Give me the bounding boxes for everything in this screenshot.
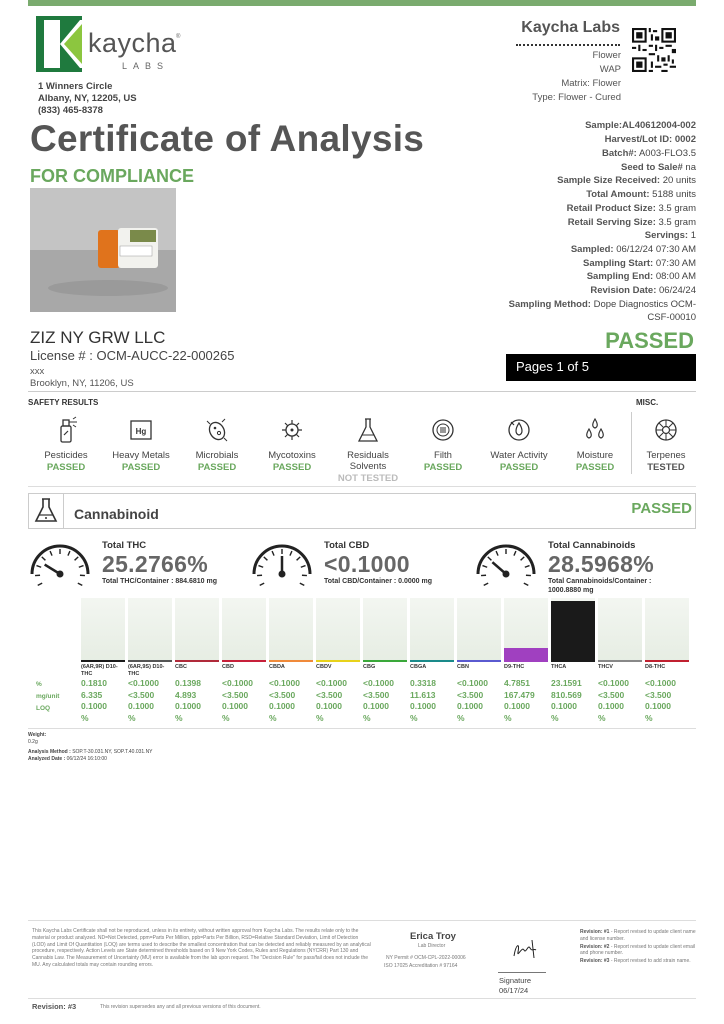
registered-mark: ® — [176, 34, 181, 40]
summary-label: Total Cannabinoids — [548, 540, 636, 551]
droplets-icon — [582, 416, 608, 444]
summary-per-container: Total Cannabinoids/Container : 1000.8880 mg — [548, 578, 652, 594]
column-value-loq: 0.1000 — [551, 701, 577, 711]
column-value-unit: % — [222, 712, 230, 723]
water-activity-icon — [506, 416, 532, 444]
column-name: CBG — [363, 664, 376, 670]
safety-item-name: Microbials — [195, 450, 239, 461]
bar-baseline — [504, 660, 548, 662]
sample-info-row — [509, 299, 696, 310]
bar-baseline — [316, 660, 360, 662]
bar-track — [551, 598, 595, 662]
sample-info-row — [583, 258, 696, 269]
analyzed-date-label: Analyzed Date : — [28, 756, 66, 762]
bar-baseline — [81, 660, 125, 662]
sample-info-value: 3.5 gram — [658, 202, 696, 214]
misc-label: MISC. — [636, 398, 659, 407]
sample-info-label: Sampling Method: — [508, 298, 591, 310]
signer-name: Erica Troy — [410, 931, 456, 942]
sample-info-value: 07:30 AM — [655, 257, 696, 269]
bar-track — [222, 598, 266, 662]
column-value-unit: % — [504, 712, 512, 723]
cannabinoid-column — [363, 598, 407, 724]
safety-item-residuals-solvents[interactable] — [328, 416, 408, 484]
microbe-icon — [204, 416, 230, 444]
column-value-mg: <3.500 — [222, 689, 249, 700]
column-value-pct: <0.1000 — [128, 678, 159, 688]
sample-info-row — [621, 162, 696, 173]
spray-bottle-icon — [53, 416, 79, 444]
column-value-mg: <3.500 — [269, 689, 296, 700]
safety-item-status: PASSED — [197, 462, 237, 473]
column-value-pct: <0.1000 — [457, 678, 488, 688]
sample-info-value: Dope Diagnostics OCM- — [593, 298, 696, 310]
column-value-pct: <0.1000 — [269, 678, 300, 688]
bar-baseline — [363, 660, 407, 662]
sample-info-row — [645, 230, 696, 241]
bar-track — [316, 598, 360, 662]
column-value-mg: 4.893 — [175, 689, 197, 700]
column-value-loq: 0.1000 — [81, 701, 107, 711]
safety-item-pesticides[interactable] — [26, 416, 106, 473]
column-value-pct: 23.1591 — [551, 678, 582, 688]
sample-info-label: Total Amount: — [586, 189, 650, 201]
revision-list — [580, 929, 696, 965]
cannabinoid-column — [504, 598, 548, 724]
dotted-divider — [516, 44, 620, 46]
safety-item-name: Filth — [434, 450, 452, 461]
divider — [28, 998, 696, 999]
column-value-unit: % — [551, 712, 559, 723]
column-value-mg: <3.500 — [645, 689, 672, 700]
bar-track — [175, 598, 219, 662]
gauge-icon — [474, 538, 538, 586]
summary-label: Total CBD — [324, 540, 370, 551]
safety-item-name: Moisture — [576, 450, 614, 461]
gauge-icon — [250, 538, 314, 586]
safety-item-status: PASSED — [423, 462, 463, 473]
safety-results-label: SAFETY RESULTS — [28, 398, 99, 407]
safety-item-status: TESTED — [647, 462, 685, 473]
lab-line: WAP — [599, 64, 621, 75]
cannabinoid-status: PASSED — [631, 500, 692, 517]
cannabinoid-column — [457, 598, 501, 724]
column-value-mg: <3.500 — [316, 689, 343, 700]
column-name: CBN — [457, 664, 469, 670]
weight-value: 0.2g — [28, 739, 38, 745]
safety-item-status: PASSED — [272, 462, 312, 473]
overall-status-badge: PASSED — [605, 328, 694, 353]
column-name: CBGA — [410, 664, 427, 670]
summary-per-container: Total CBD/Container : 0.0000 mg — [324, 578, 433, 585]
product-photo — [30, 188, 176, 312]
column-name: THCV — [598, 664, 613, 670]
revision-entry-label: Revision: #2 — [580, 943, 610, 950]
page-indicator: Pages 1 of 5 — [506, 354, 696, 381]
safety-item-name: Water Activity — [490, 450, 548, 461]
terpene-icon — [653, 416, 679, 444]
revision-entry-label: Revision: #3 — [580, 958, 610, 965]
safety-item-mycotoxins[interactable] — [252, 416, 332, 473]
cannabinoid-title: Cannabinoid — [74, 506, 159, 522]
column-value-pct: <0.1000 — [316, 678, 347, 688]
column-value-unit: % — [175, 712, 183, 723]
client-name: ZIZ NY GRW LLC — [30, 328, 166, 347]
sample-info-label: Seed to Sale# — [621, 161, 683, 173]
column-value-loq: 0.1000 — [504, 701, 530, 711]
sample-info-value: 5188 units — [652, 189, 696, 201]
safety-item-water-activity[interactable] — [479, 416, 559, 473]
sample-info-label: Servings: — [644, 230, 689, 242]
summary-value: 25.2766% — [102, 551, 208, 577]
column-value-mg: <3.500 — [598, 689, 625, 700]
signature-date: 06/17/24 — [499, 986, 529, 995]
column-value-mg: <3.500 — [128, 689, 155, 700]
analyzed-date — [28, 756, 107, 762]
column-value-unit: % — [128, 712, 136, 723]
cannabinoid-column — [81, 598, 125, 724]
column-value-loq: 0.1000 — [222, 701, 248, 711]
divider — [28, 391, 696, 392]
bar-track — [645, 598, 689, 662]
sample-info-row — [557, 175, 696, 186]
sample-info-row — [567, 203, 696, 214]
bar-track — [504, 598, 548, 662]
column-value-loq: 0.1000 — [316, 701, 342, 711]
safety-item-status: PASSED — [575, 462, 615, 473]
sampling-method-cont: CSF-00010 — [647, 312, 696, 323]
column-value-pct: 0.1810 — [81, 678, 107, 688]
permit-number: NY Permit # OCM-CPL-2022-00006 — [386, 955, 466, 961]
sample-info-row — [586, 189, 696, 200]
safety-item-status: PASSED — [121, 462, 161, 473]
bar-baseline — [410, 660, 454, 662]
column-value-loq: 0.1000 — [128, 701, 154, 711]
column-name: THCA — [551, 664, 567, 670]
sample-info-row — [568, 217, 696, 228]
analysis-method — [28, 749, 153, 755]
revision-entry-label: Revision: #1 — [580, 929, 610, 935]
summary-label: Total THC — [102, 540, 147, 551]
sample-info-label: Retail Product Size: — [566, 202, 656, 214]
bar-baseline — [598, 660, 642, 662]
cannabinoid-column — [222, 598, 266, 724]
logo-word: kaycha — [88, 28, 177, 58]
safety-item-filth[interactable] — [403, 416, 483, 473]
bar-baseline — [222, 660, 266, 662]
bar-track — [457, 598, 501, 662]
svg-text:Hg: Hg — [135, 427, 147, 436]
sample-info-row — [587, 271, 696, 282]
row-label-loq: LOQ — [36, 705, 51, 712]
safety-item-name: Pesticides — [44, 450, 88, 461]
bar-track — [598, 598, 642, 662]
sample-info-value: na — [685, 161, 696, 173]
column-value-mg: <3.500 — [363, 689, 390, 700]
safety-item-name: Mycotoxins — [268, 450, 316, 461]
column-name: D9-THC — [504, 664, 525, 670]
column-value-mg: 11.613 — [410, 689, 436, 700]
gauge-icon — [28, 538, 92, 586]
sample-info-value: 06/12/24 07:30 AM — [616, 243, 696, 255]
safety-item-heavy-metals[interactable] — [101, 416, 181, 473]
sample-info-value: 06/24/24 — [659, 285, 696, 296]
column-name: CBD — [222, 664, 234, 670]
column-value-loq: 0.1000 — [645, 701, 671, 711]
iso-accreditation: ISO 17025 Accreditation # 97164 — [384, 963, 458, 969]
page-title: Certificate of Analysis — [30, 118, 425, 159]
cannabinoid-column — [551, 598, 595, 724]
revision-label: Revision: #3 — [32, 1002, 77, 1011]
column-value-unit: % — [410, 712, 418, 723]
harvest-lot-id: Harvest/Lot ID: 0002 — [604, 134, 696, 145]
revision-entry — [580, 944, 696, 958]
weight-label: Weight: — [28, 732, 47, 738]
compliance-subtitle: FOR COMPLIANCE — [30, 166, 194, 186]
column-value-pct: <0.1000 — [222, 678, 253, 688]
column-value-mg: 167.479 — [504, 689, 535, 700]
safety-item-status: PASSED — [499, 462, 539, 473]
revision-entry-text: - Report revised to add strain name. — [609, 958, 691, 965]
column-value-unit: % — [598, 712, 606, 723]
virus-icon — [279, 416, 305, 444]
flask-icon — [355, 416, 381, 444]
divider — [28, 486, 696, 487]
summary-value: 28.5968% — [548, 551, 654, 577]
column-value-loq: 0.1000 — [175, 701, 201, 711]
safety-item-moisture[interactable] — [555, 416, 635, 473]
revision-entry — [580, 958, 696, 965]
column-value-loq: 0.1000 — [363, 701, 389, 711]
bar-track — [410, 598, 454, 662]
cannabinoid-column — [645, 598, 689, 724]
column-name: (6AR,9S) D10-THC — [128, 664, 165, 677]
hg-icon — [128, 416, 154, 444]
column-value-unit: % — [316, 712, 324, 723]
column-name: D8-THC — [645, 664, 666, 670]
safety-item-status: NOT TESTED — [337, 473, 399, 484]
sample-info-row — [590, 285, 696, 296]
client-city: Brooklyn, NY, 11206, US — [30, 378, 134, 389]
sample-info-label: Batch#: — [601, 148, 637, 159]
bar-baseline — [457, 660, 501, 662]
bar-track — [81, 598, 125, 662]
logo-labs: LABS — [122, 61, 170, 71]
sample-info-value: 1 — [690, 230, 696, 242]
safety-item-name: Residuals Solvents — [347, 450, 389, 472]
bar-track — [363, 598, 407, 662]
signature-image — [508, 936, 544, 962]
cannabinoid-column — [598, 598, 642, 724]
safety-item-name: Terpenes — [646, 450, 686, 461]
safety-item-microbials[interactable] — [177, 416, 257, 473]
column-name: (6AR,9R) D10-THC — [81, 664, 118, 677]
revision-entry-text: - Report revised to update client email and phone number. — [580, 943, 696, 957]
top-accent-bar — [28, 0, 696, 6]
column-value-unit: % — [457, 712, 465, 723]
column-value-pct: <0.1000 — [598, 678, 629, 688]
bar-track — [269, 598, 313, 662]
column-value-pct: <0.1000 — [363, 678, 394, 688]
disclaimer: This Kaycha Labs Certificate shall not be reproduced, unless in its entirety, without written approval from Kaycha Labs. The results relate only to the material or product analyzed. ND=Not Detected, ppm=Parts Per Million, ppb=Parts Per Billion, RSD=Relative Standard Deviation, Limit of Detection (LOD) and Limit Of Quantitation (LOQ) are terms used to describe the smallest concentration that can be detected and reliably measured by an analytical procedure, respectively. Action Levels are State determined thresholds based on 9 New York Codes, Rules and Regulations (NYCRR) Part 130 and Cannabis Law. The Measurement of Uncertainty (MU) error is available from the lab upon request. The "Decision Rule" for pass/fail does not include the MU. Any calculated totals may contain rounding errors. — [32, 928, 371, 968]
qr-code-icon[interactable] — [632, 28, 676, 72]
address-line: Albany, NY, 12205, US — [38, 93, 137, 104]
divider — [28, 920, 696, 921]
safety-item-terpenes[interactable] — [626, 416, 706, 473]
signature-label: Signature — [499, 976, 532, 985]
column-value-mg: 6.335 — [81, 689, 103, 700]
analysis-method-value: SOP.T-30.031.NY, SOP.T.40.031.NY — [72, 749, 153, 755]
column-value-unit: % — [645, 712, 653, 723]
column-value-mg: 810.569 — [551, 689, 582, 700]
column-name: CBDV — [316, 664, 332, 670]
sample-info-value: 3.5 gram — [658, 216, 696, 228]
bar-baseline — [128, 660, 172, 662]
sample-info-value: 08:00 AM — [655, 271, 696, 283]
beaker-icon — [28, 493, 64, 529]
sample-id: Sample:AL40612004-002 — [585, 120, 696, 131]
bar-baseline — [175, 660, 219, 662]
filth-icon — [430, 416, 456, 444]
bar-baseline — [645, 660, 689, 662]
analysis-method-label: Analysis Method : — [28, 749, 71, 755]
column-value-unit: % — [363, 712, 371, 723]
signature-line — [498, 972, 546, 973]
column-value-pct: <0.1000 — [645, 678, 676, 688]
revision-entry-text: - Report revised to update client name and license number. — [580, 929, 696, 942]
sample-info-row — [602, 148, 696, 159]
summary-per-container: Total THC/Container : 884.6810 mg — [102, 578, 218, 585]
bar-baseline — [551, 660, 595, 662]
address-line: 1 Winners Circle — [38, 81, 113, 92]
row-label-pct: % — [36, 681, 42, 688]
phone: (833) 465-8378 — [38, 105, 103, 116]
column-value-unit: % — [81, 712, 89, 723]
analyzed-date-value: 06/12/24 16:10:00 — [66, 756, 107, 762]
column-value-unit: % — [269, 712, 277, 723]
bar-fill — [551, 601, 595, 660]
column-name: CBDA — [269, 664, 285, 670]
cannabinoid-column — [128, 598, 172, 724]
client-address: xxx — [30, 366, 45, 377]
column-value-mg: <3.500 — [457, 689, 484, 700]
client-license: License # : OCM-AUCC-22-000265 — [30, 348, 235, 363]
column-value-pct: 0.3318 — [410, 678, 436, 688]
bar-track — [128, 598, 172, 662]
column-value-pct: 0.1398 — [175, 678, 201, 688]
column-value-loq: 0.1000 — [410, 701, 436, 711]
lab-line: Matrix: Flower — [561, 78, 621, 89]
lab-name: Kaycha Labs — [521, 19, 620, 36]
bar-baseline — [269, 660, 313, 662]
column-name: CBC — [175, 664, 187, 670]
row-label-mg: mg/unit — [36, 693, 60, 700]
cannabinoid-column — [269, 598, 313, 724]
sample-info-row — [571, 244, 696, 255]
column-value-pct: 4.7851 — [504, 678, 530, 688]
lab-line: Type: Flower - Cured — [532, 92, 621, 103]
column-value-loq: 0.1000 — [269, 701, 295, 711]
sample-info-value: 20 units — [662, 175, 696, 187]
lab-line: Flower — [592, 50, 621, 61]
sample-info-label: Sampled: — [570, 243, 614, 255]
safety-item-name: Heavy Metals — [112, 450, 170, 461]
cannabinoid-icon-box — [28, 493, 64, 529]
sample-info-label: Sample Size Received: — [557, 175, 661, 187]
sample-info-label: Sampling End: — [586, 271, 654, 283]
sample-info-label: Sampling Start: — [583, 257, 654, 269]
sample-info-value: A003-FLO3.5 — [638, 148, 696, 159]
summary-value: <0.1000 — [324, 551, 410, 577]
cannabinoid-column — [316, 598, 360, 724]
sample-info-label: Retail Serving Size: — [567, 216, 656, 228]
bar-fill — [504, 648, 548, 660]
column-value-loq: 0.1000 — [598, 701, 624, 711]
cannabinoid-column — [175, 598, 219, 724]
signer-title: Lab Director — [418, 943, 446, 949]
divider — [28, 728, 696, 729]
sample-info-label: Revision Date: — [590, 285, 657, 296]
safety-item-status: PASSED — [46, 462, 86, 473]
revision-note: This revision supersedes any and all previous versions of this document. — [100, 1004, 261, 1010]
cannabinoid-column — [410, 598, 454, 724]
column-value-loq: 0.1000 — [457, 701, 483, 711]
lab-address — [38, 81, 137, 117]
revision-entry — [580, 929, 696, 943]
